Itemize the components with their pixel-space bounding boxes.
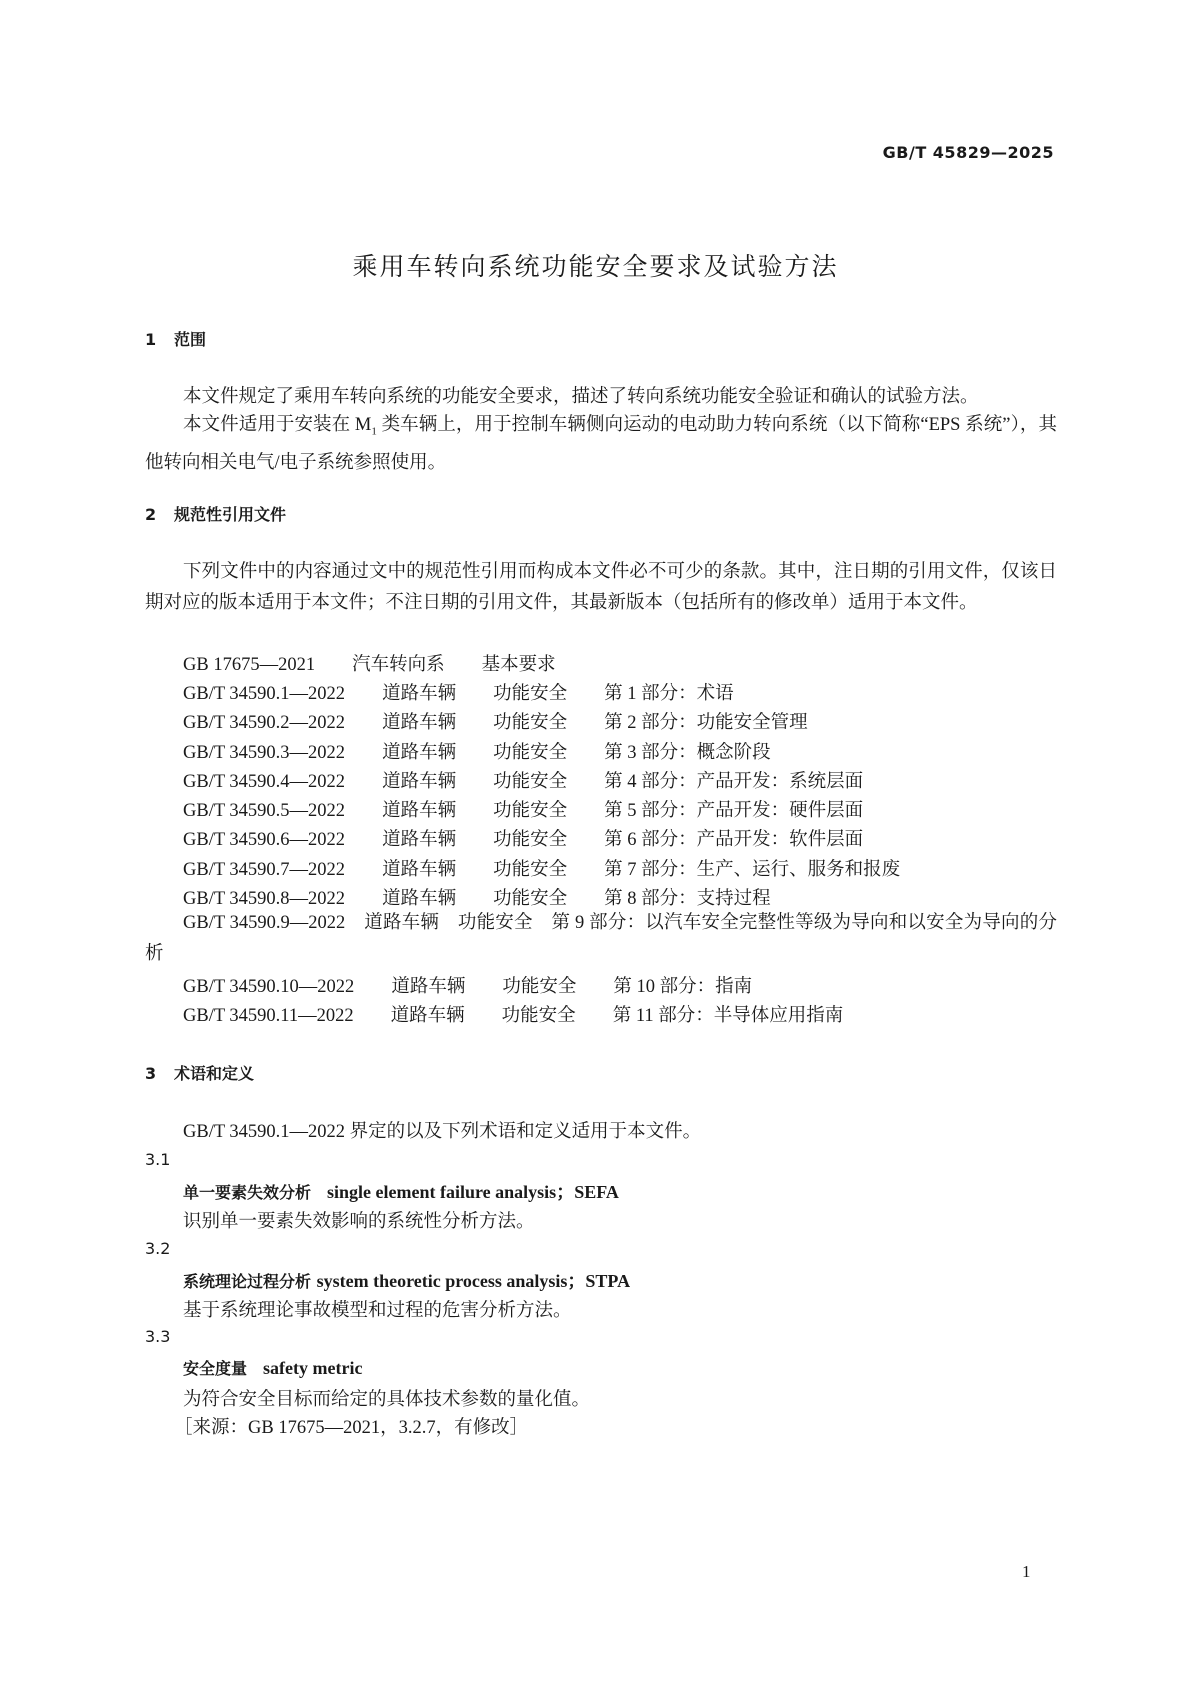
section-title: 规范性引用文件 <box>174 505 287 524</box>
section-2-heading <box>145 502 286 525</box>
document-title: 乘用车转向系统功能安全要求及试验方法 <box>352 252 839 281</box>
section-title: 术语和定义 <box>174 1064 255 1083</box>
term-number: 3.1 <box>145 1150 171 1169</box>
section-3-heading <box>145 1061 254 1084</box>
reference-item: GB/T 34590.6—2022 道路车辆 功能安全 第 6 部分：产品开发：软件层面 <box>183 830 864 850</box>
reference-item-wrapped: GB/T 34590.9—2022 道路车辆 功能安全 第 9 部分：以汽车安全完整性等级为导向和以安全为导向的分析 <box>145 913 1057 964</box>
section-title: 范围 <box>174 330 207 349</box>
scope-text-b: 类车辆上，用于控制车辆侧向运动的电动助力转向系统（以下简称“EPS 系统”），其他转向相关电气/电子系统参照使用。 <box>145 415 1058 473</box>
reference-item: GB/T 34590.8—2022 道路车辆 功能安全 第 8 部分：支持过程 <box>183 889 771 909</box>
section-number: 3 <box>145 1064 157 1083</box>
term-source: ［来源：GB 17675—2021，3.2.7，有修改］ <box>174 1418 529 1438</box>
reference-item: GB/T 34590.1—2022 道路车辆 功能安全 第 1 部分：术语 <box>183 684 734 704</box>
term-definition: 识别单一要素失效影响的系统性分析方法。 <box>183 1212 535 1232</box>
term-definition: 基于系统理论事故模型和过程的危害分析方法。 <box>183 1301 572 1321</box>
reference-item: GB/T 34590.5—2022 道路车辆 功能安全 第 5 部分：产品开发：硬件层面 <box>183 801 864 821</box>
reference-item: GB/T 34590.3—2022 道路车辆 功能安全 第 3 部分：概念阶段 <box>183 743 771 763</box>
reference-item: GB/T 34590.4—2022 道路车辆 功能安全 第 4 部分：产品开发：系统层面 <box>183 772 864 792</box>
page-number: 1 <box>1022 1562 1031 1581</box>
section-number: 1 <box>145 330 157 349</box>
reference-item: GB/T 34590.7—2022 道路车辆 功能安全 第 7 部分：生产、运行、服务和报废 <box>183 860 901 880</box>
scope-paragraph-2 <box>145 410 1057 479</box>
vehicle-category-subscript: 1 <box>371 425 377 438</box>
standard-code: GB/T 45829—2025 <box>882 143 1054 162</box>
terms-intro: GB/T 34590.1—2022 界定的以及下列术语和定义适用于本文件。 <box>183 1122 702 1142</box>
term-number: 3.2 <box>145 1239 171 1258</box>
scope-text-a: 本文件适用于安装在 M <box>183 415 372 435</box>
section-1-heading <box>145 327 206 350</box>
normative-references-intro: 下列文件中的内容通过文中的规范性引用而构成本文件必不可少的条款。其中，注日期的引用文件，仅该日期对应的版本适用于本文件；不注日期的引用文件，其最新版本（包括所有的修改单）适用于本文件。 <box>145 562 1057 613</box>
term-definition: 为符合安全目标而给定的具体技术参数的量化值。 <box>183 1390 591 1410</box>
scope-paragraph-1: 本文件规定了乘用车转向系统的功能安全要求，描述了转向系统功能安全验证和确认的试验方法。 <box>183 387 979 407</box>
term-heading: 单一要素失效分析 single element failure analysis；SEFA <box>183 1182 619 1202</box>
reference-item: GB/T 34590.10—2022 道路车辆 功能安全 第 10 部分：指南 <box>183 977 753 997</box>
term-heading: 安全度量 safety metric <box>183 1358 363 1378</box>
term-number: 3.3 <box>145 1327 171 1346</box>
reference-item: GB/T 34590.11—2022 道路车辆 功能安全 第 11 部分：半导体应用指南 <box>183 1006 844 1026</box>
reference-item: GB 17675—2021 汽车转向系 基本要求 <box>183 655 556 675</box>
reference-item: GB/T 34590.2—2022 道路车辆 功能安全 第 2 部分：功能安全管理 <box>183 713 808 733</box>
section-number: 2 <box>145 505 157 524</box>
term-heading: 系统理论过程分析 system theoretic process analysis；STPA <box>183 1271 631 1291</box>
